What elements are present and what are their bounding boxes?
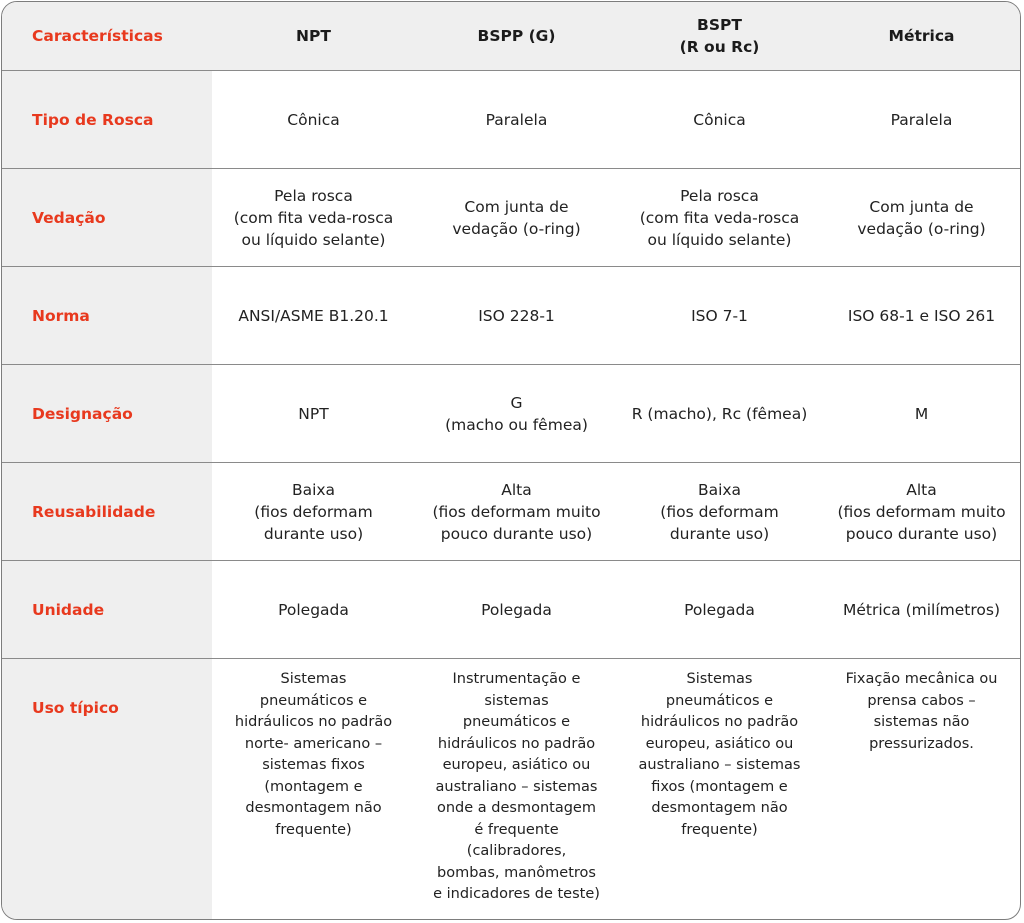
cell-metrica: Alta (fios deformam muito pouco durante uso) <box>821 462 1021 560</box>
cell-bspp: Alta (fios deformam muito pouco durante uso) <box>415 462 618 560</box>
header-bspt: BSPT (R ou Rc) <box>618 2 821 70</box>
row-label-reusabilidade: Reusabilidade <box>2 462 212 560</box>
cell-npt: Baixa (fios deformam durante uso) <box>212 462 415 560</box>
comparison-table <box>1 1 1021 920</box>
cell-bspt: Baixa (fios deformam durante uso) <box>618 462 821 560</box>
cell-metrica: ISO 68-1 e ISO 261 <box>821 266 1021 364</box>
row-label-uso-tipico: Uso típico <box>2 658 212 919</box>
cell-bspp: ISO 228-1 <box>415 266 618 364</box>
cell-metrica: M <box>821 364 1021 462</box>
cell-bspt: Cônica <box>618 70 821 168</box>
cell-bspp: Paralela <box>415 70 618 168</box>
cell-npt: Sistemas pneumáticos e hidráulicos no padrão norte- americano – sistemas fixos (montagem e desmontagem não frequente) <box>212 658 415 919</box>
cell-npt: Polegada <box>212 560 415 658</box>
cell-metrica: Métrica (milímetros) <box>821 560 1021 658</box>
cell-bspt: R (macho), Rc (fêmea) <box>618 364 821 462</box>
cell-npt: Pela rosca (com fita veda-rosca ou líquido selante) <box>212 168 415 266</box>
cell-bspp: Instrumentação e sistemas pneumáticos e hidráulicos no padrão europeu, asiático ou australiano – sistemas onde a desmontagem é frequente (calibradores, bombas, manômetros e indicadores de teste) <box>415 658 618 919</box>
header-caracteristicas: Características <box>2 2 212 70</box>
cell-npt: Cônica <box>212 70 415 168</box>
cell-bspp: Polegada <box>415 560 618 658</box>
header-metrica: Métrica <box>821 2 1021 70</box>
row-label-tipo-de-rosca: Tipo de Rosca <box>2 70 212 168</box>
header-npt: NPT <box>212 2 415 70</box>
row-label-vedacao: Vedação <box>2 168 212 266</box>
cell-bspt: ISO 7-1 <box>618 266 821 364</box>
cell-bspp: G (macho ou fêmea) <box>415 364 618 462</box>
cell-npt: NPT <box>212 364 415 462</box>
table-grid <box>2 2 1020 919</box>
cell-bspt: Sistemas pneumáticos e hidráulicos no padrão europeu, asiático ou australiano – sistemas fixos (montagem e desmontagem não frequente) <box>618 658 821 919</box>
cell-metrica: Fixação mecânica ou prensa cabos – sistemas não pressurizados. <box>821 658 1021 919</box>
cell-metrica: Paralela <box>821 70 1021 168</box>
cell-bspt: Pela rosca (com fita veda-rosca ou líquido selante) <box>618 168 821 266</box>
cell-metrica: Com junta de vedação (o-ring) <box>821 168 1021 266</box>
cell-bspp: Com junta de vedação (o-ring) <box>415 168 618 266</box>
row-label-norma: Norma <box>2 266 212 364</box>
row-label-unidade: Unidade <box>2 560 212 658</box>
row-label-designacao: Designação <box>2 364 212 462</box>
header-bspp: BSPP (G) <box>415 2 618 70</box>
cell-npt: ANSI/ASME B1.20.1 <box>212 266 415 364</box>
cell-bspt: Polegada <box>618 560 821 658</box>
